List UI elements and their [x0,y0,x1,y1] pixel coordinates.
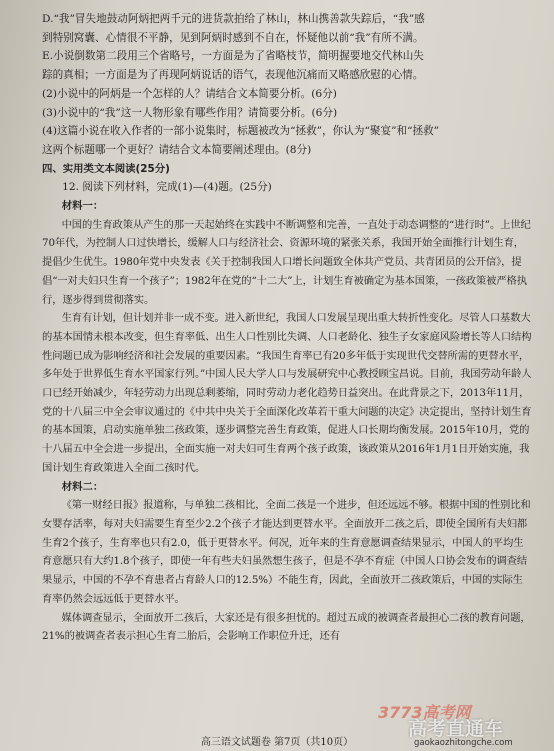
material-1-paragraph: 生育有计划，但计划并非一成不变。进入新世纪，我国人口发展呈现出重大转折性变化。尽管人口基数大的基本国情未根本改变，但生育率低、出生人口性别比失调、人口老龄化、独生子女家庭风险增长等人口结构性问题已成为影响经济和社会发展的重要因素。“我国生育率已有20多年低于实现世代交替所需的更替水平，多年处于世界低生育水平国家行列。”中国人民大学人口与发展研究中心教授顾宝昌说。目前，我国劳动年龄人口已经开始减少，年轻劳动力出现总剩萎缩，同时劳动力老化趋势日益突出。在此背景之下，2013年11月，党的十八届三中全会审议通过的《中共中央关于全面深化改革若干重大问题的决定》决定提出，坚持计划生育的基本国策，启动实施单独二孩政策，逐步调整完善生育政策，促进人口长期均衡发展。2015年10月，党的十八届五中全会进一步提出，全面实施一对夫妇可生育两个孩子政策，该政策从2016年1月1日开始实施，我国计划生育政策进入全面二孩时代。 [42,312,532,474]
question-4-line-1: (4)这篇小说在收入作者的一部小说集时，标题被改为“拯救”，你认为“聚宴”和“拯救” [42,125,440,138]
option-d-line-1: D.“我”冒失地鼓动阿炳把两千元的进货款拍给了林山，林山携善款失踪后，“我”感 [42,13,425,25]
watermark-site: 3773高考网 [378,703,471,722]
option-d-line-2: 到特别窝囊、心情很不平静，见到阿炳时感到不自在，怀疑他以前“我”有所不满。 [42,31,424,44]
material-2-label: 材料二： [61,480,104,493]
watermark-url: gaokaozhitongche.com [414,738,513,748]
question-2: (2)小说中的阿炳是一个怎样的人？请结合文本简要分析。(6分) [42,87,337,100]
section-heading: 四、实用类文本阅读(25分) [42,162,170,175]
option-e-line-1: E.小说倒数第二段用三个省略号，一方面是为了省略枝节，简明握要地交代林山失 [42,50,424,63]
material-1-paragraph: 中国的生育政策从产生的那一天起始终在实践中不断调整和完善，一直处于动态调整的“进行时”。上世纪70年代，为控制人口过快增长，缓解人口与经济社会、资源环境的紧张关系，我国开始全面推行计划生育，提倡少生优生。1980年党中央发表《关于控制我国人口增长问题致全体共产党员、共青团员的公开信》，提倡“一对夫妇只生育一个孩子”；1982年在党的“十二大”上，计划生育被确定为基本国策，一孩政策被严格执行，逐步得到贯彻落实。 [42,218,531,306]
watermark-title: 高考直通车 [408,718,504,740]
option-e-line-2: 踪的真相；一方面是为了再现阿炳说话的语气，表现他沉痛而又略感欣慰的心情。 [42,69,424,82]
question-12: 12. 阅读下列材料，完成(1)—(4)题。(25分) [62,181,272,194]
material-2-paragraph: 媒体调查显示，全面放开二孩后，大家还是有很多担忧的。超过五成的被调查者最担心二孩的教育问题，21%的被调查者表示担心生育二胎后，会影响工作职位升迁，还有 [42,611,531,643]
question-3: (3)小说中的“我”这一人物形象有哪些作用？请简要分析。(6分) [42,106,338,119]
material-1-label: 材料一： [61,200,104,213]
watermark-logo [378,700,548,750]
page-content [42,10,532,646]
material-2-paragraph: 《第一财经日报》报道称，与单独二孩相比，全面二孩是一个进步，但还远远不够。根据中国的性别比和女婴存活率，每对夫妇需要生育至少2.2个孩子才能达到更替水平。全面放开二孩之后，即使全国所有夫妇都生育2个孩子，生育率也只有2.0，低于更替水平。何况，近年来的生育意愿调查结果显示，中国人的平均生育意愿只有大约1.8个孩子，即使一年有些夫妇虽然想生孩子，但是不孕不育症（中国人口协会发布的调查结果显示，中国的不孕不育患者占育龄人口的12.5%）不能生育，因此，全面放开二孩政策后，中国的实际生育率仍然会远远低于更替水平。 [42,499,531,605]
page-footer: 高三语文试题卷 第7页（共10页） [200,737,354,748]
question-4-line-2: 这两个标题哪一个更好？请结合文本简要阐述理由。(8分) [42,143,312,156]
